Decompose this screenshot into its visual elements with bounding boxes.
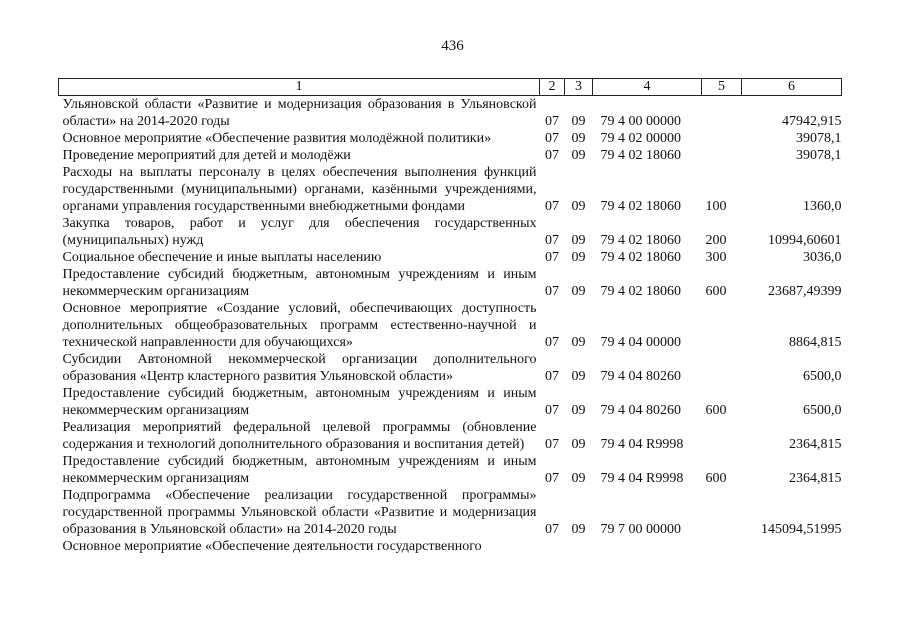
header-row [59, 79, 842, 96]
table-row [59, 266, 842, 300]
amount: 23687,49399 [768, 284, 842, 299]
amount: 47942,915 [782, 114, 842, 129]
expense-type-code [702, 487, 742, 538]
target-article-code: 79 4 04 00000 [600, 335, 681, 350]
subsection-code: 09 [571, 403, 586, 418]
section-code: 07 [545, 335, 559, 350]
table-row [59, 385, 842, 419]
item-name: Расходы на выплаты персоналу в целях обеспечения выполнения функций государственными (муниципальными) органами, казёнными учреждениями, органами управления государственными внебюджетными фондами [62, 165, 537, 214]
section-code: 07 [545, 369, 559, 384]
subsection-code: 09 [571, 250, 586, 265]
target-article-code: 79 4 04 R9998 [600, 471, 684, 486]
target-article-code: 79 4 02 18060 [600, 148, 681, 163]
header-col-6: 6 [742, 79, 842, 96]
page-number: 436 [441, 38, 464, 54]
table-row [59, 164, 842, 215]
subsection-code: 09 [571, 148, 586, 163]
expense-type-code: 600 [705, 403, 727, 418]
section-code [540, 538, 565, 555]
table-row [59, 215, 842, 249]
item-name: Предоставление субсидий бюджетным, автономным учреждениям и иным некоммерческим организациям [62, 386, 537, 418]
amount [742, 538, 842, 555]
target-article-code: 79 4 02 18060 [600, 199, 681, 214]
header-col-1: 1 [59, 79, 540, 96]
table-row [59, 453, 842, 487]
section-code: 07 [545, 471, 559, 486]
amount: 1360,0 [803, 199, 842, 214]
table-row [59, 130, 842, 147]
target-article-code: 79 4 04 80260 [600, 403, 681, 418]
table-row [59, 351, 842, 385]
subsection-code: 09 [571, 199, 586, 214]
header-col-4: 4 [593, 79, 702, 96]
header-col-3: 3 [565, 79, 593, 96]
amount: 2364,815 [789, 471, 842, 486]
section-code: 07 [545, 284, 559, 299]
target-article-code: 79 4 02 18060 [600, 250, 681, 265]
subsection-code: 09 [571, 233, 586, 248]
subsection-code: 09 [571, 369, 586, 384]
expense-type-code [702, 147, 742, 164]
expense-type-code: 100 [705, 199, 727, 214]
expense-type-code [702, 419, 742, 453]
table-row [59, 419, 842, 453]
expense-type-code: 300 [705, 250, 727, 265]
section-code: 07 [545, 522, 559, 537]
target-article-code: 79 4 02 18060 [600, 233, 681, 248]
target-article-code: 79 4 02 00000 [600, 131, 681, 146]
item-name: Предоставление субсидий бюджетным, автономным учреждениям и иным некоммерческим организациям [62, 267, 537, 299]
budget-table [58, 78, 842, 555]
expense-type-code [702, 96, 742, 131]
subsection-code: 09 [571, 437, 586, 452]
subsection-code: 09 [571, 114, 586, 129]
expense-type-code: 600 [705, 471, 727, 486]
table-row [59, 96, 842, 131]
section-code: 07 [545, 148, 559, 163]
section-code: 07 [545, 250, 559, 265]
amount: 8864,815 [789, 335, 842, 350]
expense-type-code [702, 351, 742, 385]
section-code: 07 [545, 403, 559, 418]
expense-type-code [702, 538, 742, 555]
header-col-5: 5 [702, 79, 742, 96]
item-name: Закупка товаров, работ и услуг для обеспечения государственных (муниципальных) нужд [62, 216, 537, 248]
amount: 39078,1 [796, 148, 842, 163]
subsection-code: 09 [571, 131, 586, 146]
item-name: Подпрограмма «Обеспечение реализации государственной программы» государственной программы Ульяновской области «Развитие и модернизация образования в Ульяновской области» на 2014-2020 годы [62, 488, 537, 537]
target-article-code [593, 538, 702, 555]
expense-type-code [702, 300, 742, 351]
expense-type-code: 600 [705, 284, 727, 299]
item-name: Основное мероприятие «Создание условий, обеспечивающих доступность дополнительных общеобразовательных программ естественно-научной и технической направленности для обучающихся» [62, 301, 537, 350]
section-code: 07 [545, 199, 559, 214]
amount: 39078,1 [796, 131, 842, 146]
target-article-code: 79 4 02 18060 [600, 284, 681, 299]
item-name: Проведение мероприятий для детей и молодёжи [62, 148, 351, 163]
table-row [59, 249, 842, 266]
expense-type-code: 200 [705, 233, 727, 248]
amount: 10994,60601 [768, 233, 842, 248]
item-name: Предоставление субсидий бюджетным, автономным учреждениям и иным некоммерческим организациям [62, 454, 537, 486]
table-row [59, 487, 842, 538]
item-name: Реализация мероприятий федеральной целевой программы (обновление содержания и технологий дополнительного образования и воспитания детей) [62, 420, 537, 452]
subsection-code: 09 [571, 522, 586, 537]
amount: 2364,815 [789, 437, 842, 452]
table-row [59, 147, 842, 164]
item-name: Основное мероприятие «Обеспечение развития молодёжной политики» [62, 131, 492, 146]
expense-type-code [702, 130, 742, 147]
section-code: 07 [545, 131, 559, 146]
item-name: Социальное обеспечение и иные выплаты населению [62, 250, 382, 265]
header-col-2: 2 [540, 79, 565, 96]
target-article-code: 79 4 00 00000 [600, 114, 681, 129]
item-name: Основное мероприятие «Обеспечение деятельности государственного [62, 539, 482, 554]
amount: 3036,0 [803, 250, 842, 265]
subsection-code: 09 [571, 471, 586, 486]
section-code: 07 [545, 233, 559, 248]
subsection-code [565, 538, 593, 555]
target-article-code: 79 4 04 R9998 [600, 437, 684, 452]
amount: 6500,0 [803, 369, 842, 384]
item-name: Ульяновской области «Развитие и модернизация образования в Ульяновской области» на 2014-2020 годы [62, 97, 537, 129]
amount: 6500,0 [803, 403, 842, 418]
section-code: 07 [545, 114, 559, 129]
table-body [59, 96, 842, 556]
table-row [59, 300, 842, 351]
subsection-code: 09 [571, 335, 586, 350]
target-article-code: 79 7 00 00000 [600, 522, 681, 537]
amount: 145094,51995 [761, 522, 842, 537]
subsection-code: 09 [571, 284, 586, 299]
table-row [59, 538, 842, 555]
table-header [59, 79, 842, 96]
item-name: Субсидии Автономной некоммерческой организации дополнительного образования «Центр кластерного развития Ульяновской области» [62, 352, 537, 384]
target-article-code: 79 4 04 80260 [600, 369, 681, 384]
section-code: 07 [545, 437, 559, 452]
